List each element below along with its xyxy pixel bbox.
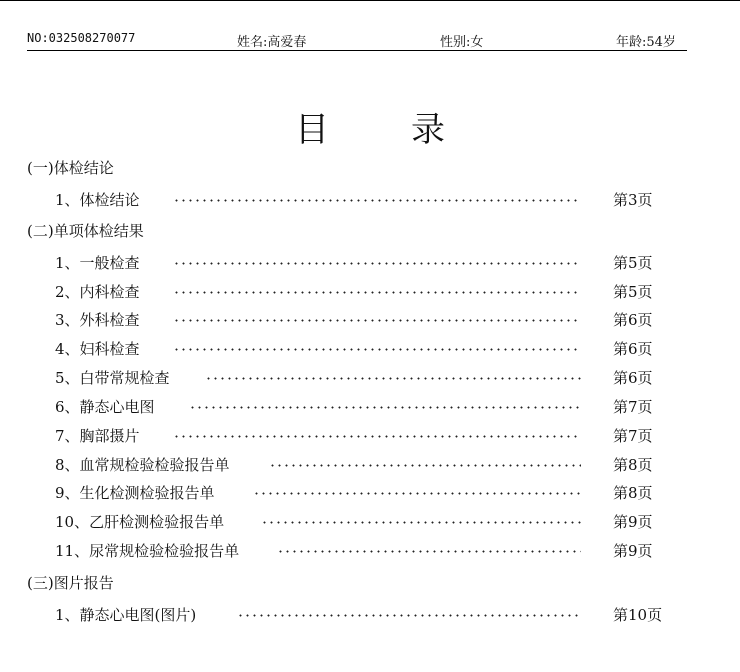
dot-leader	[237, 614, 581, 617]
toc-entry-label: 1、体检结论	[55, 191, 140, 209]
toc-entry-page: 第8页	[613, 484, 653, 502]
dot-leader	[261, 521, 581, 524]
toc-entry-label: 10、乙肝检测检验报告单	[55, 513, 225, 531]
toc-entry[interactable]	[55, 396, 665, 418]
dot-leader	[173, 262, 581, 265]
toc-entry-page: 第3页	[613, 191, 653, 209]
toc-entry-page: 第6页	[613, 340, 653, 358]
patient-gender: 性别:女	[440, 35, 484, 50]
toc-entry-page: 第7页	[613, 427, 653, 445]
toc-entry-page: 第5页	[613, 254, 653, 272]
toc-entry-label: 4、妇科检查	[55, 340, 140, 358]
toc-entry[interactable]	[55, 338, 665, 360]
toc-entry-page: 第6页	[613, 311, 653, 329]
toc-entry-label: 3、外科检查	[55, 311, 140, 329]
toc-entry-page: 第9页	[613, 542, 653, 560]
toc-entry[interactable]	[55, 425, 665, 447]
toc-entry[interactable]	[55, 281, 665, 303]
dot-leader	[269, 464, 581, 467]
toc-entry[interactable]	[55, 604, 665, 626]
toc-entry[interactable]	[55, 309, 665, 331]
toc-entry-page: 第6页	[613, 369, 653, 387]
dot-leader	[173, 199, 581, 202]
toc-section-heading: (一)体检结论	[27, 159, 114, 177]
toc-section-heading: (二)单项体检结果	[27, 222, 144, 240]
dot-leader	[173, 348, 581, 351]
toc-entry-page: 第9页	[613, 513, 653, 531]
toc-entry-label: 11、尿常规检验检验报告单	[55, 542, 240, 560]
toc-entry-label: 6、静态心电图	[55, 398, 155, 416]
patient-name: 姓名:高爱春	[237, 35, 307, 50]
toc-entry-page: 第7页	[613, 398, 653, 416]
toc-entry[interactable]	[55, 189, 665, 211]
dot-leader	[173, 319, 581, 322]
toc-entry-label: 2、内科检查	[55, 283, 140, 301]
toc-entry[interactable]	[55, 482, 665, 504]
toc-entry-label: 7、胸部摄片	[55, 427, 140, 445]
toc-entry[interactable]	[55, 540, 665, 562]
dot-leader	[173, 291, 581, 294]
toc-entry-page: 第8页	[613, 456, 653, 474]
toc-entry-label: 8、血常规检验检验报告单	[55, 456, 230, 474]
toc-entry-label: 1、静态心电图(图片)	[55, 606, 197, 624]
title-char-1: 目	[295, 110, 329, 150]
dot-leader	[253, 492, 581, 495]
dot-leader	[277, 550, 581, 553]
toc-section-heading: (三)图片报告	[27, 574, 114, 592]
toc-entry[interactable]	[55, 454, 665, 476]
toc-entry-page: 第5页	[613, 283, 653, 301]
toc-entry-label: 9、生化检测检验报告单	[55, 484, 215, 502]
toc-entry[interactable]	[55, 367, 665, 389]
title-char-2: 录	[411, 110, 445, 150]
toc-entry[interactable]	[55, 252, 665, 274]
toc-entry-page: 第10页	[613, 606, 663, 624]
patient-age: 年龄:54岁	[616, 35, 676, 50]
toc-entry[interactable]	[55, 511, 665, 533]
dot-leader	[173, 435, 581, 438]
toc-entry-label: 1、一般检查	[55, 254, 140, 272]
patient-number: NO:032508270077	[27, 31, 136, 45]
toc-entry-label: 5、白带常规检查	[55, 369, 170, 387]
dot-leader	[189, 406, 581, 409]
dot-leader	[205, 377, 581, 380]
